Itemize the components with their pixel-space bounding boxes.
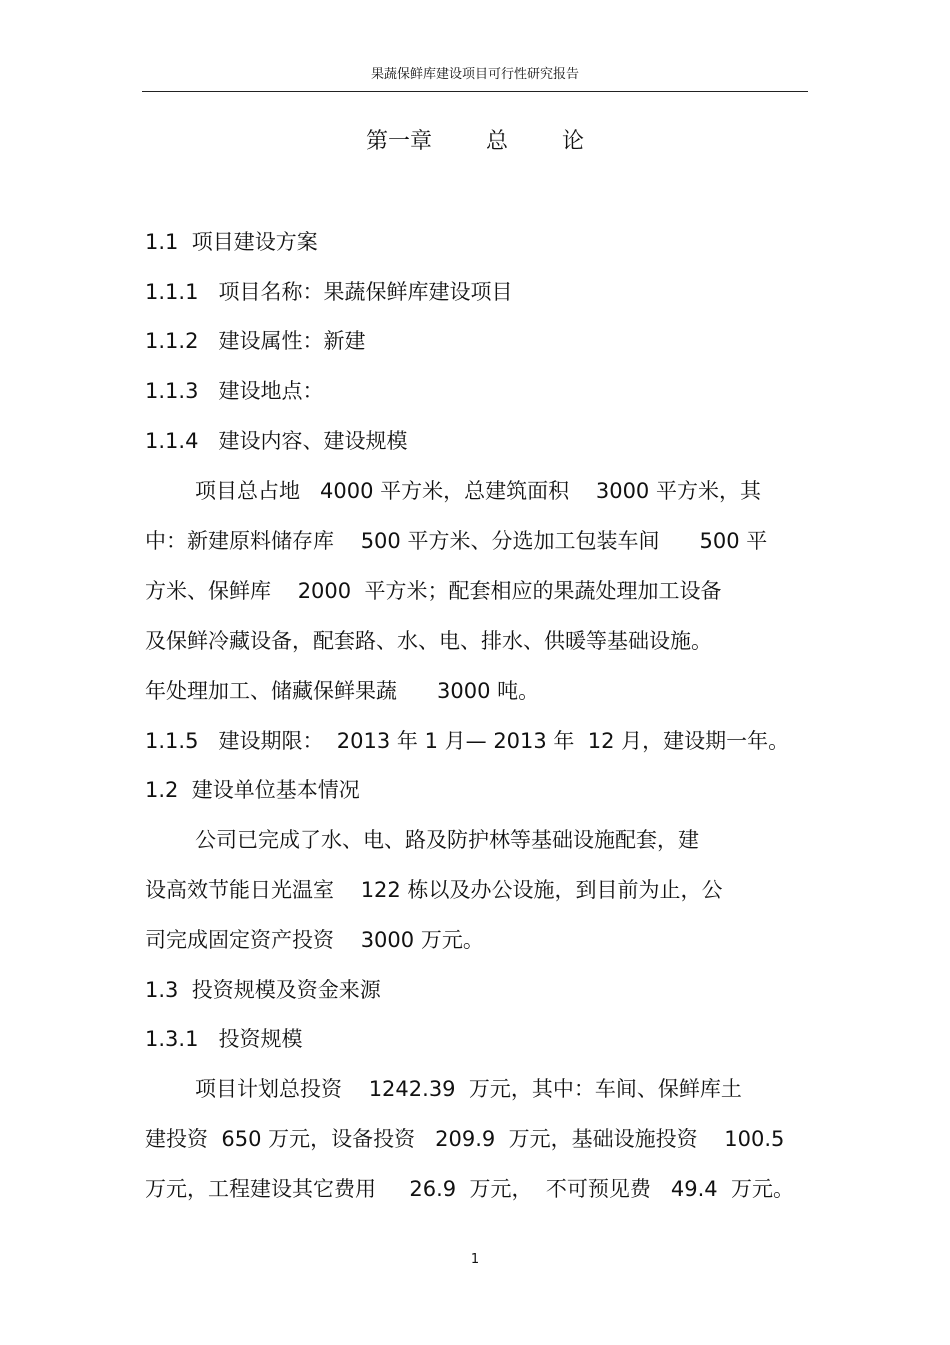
section-heading-1-3: 1.3 投资规模及资金来源 <box>145 978 381 1002</box>
paragraph-line: 项目计划总投资 1242.39 万元，其中：车间、保鲜库土 <box>195 1077 742 1101</box>
section-heading-1-1: 1.1 项目建设方案 <box>145 230 318 254</box>
section-heading-1-2: 1.2 建设单位基本情况 <box>145 778 360 802</box>
paragraph-line: 年处理加工、储藏保鲜果蔬 3000 吨。 <box>145 679 540 703</box>
paragraph-line: 方米、保鲜库 2000 平方米；配套相应的果蔬处理加工设备 <box>145 579 722 603</box>
chapter-number: 第一章 <box>365 129 432 154</box>
page-header: 果蔬保鲜库建设项目可行性研究报告 <box>370 67 579 82</box>
paragraph-line: 项目总占地 4000 平方米，总建筑面积 3000 平方米，其 <box>195 479 761 503</box>
chapter-title <box>0 127 950 157</box>
page-number: 1 <box>470 1252 480 1267</box>
paragraph-line: 万元，工程建设其它费用 26.9 万元， 不可预见费 49.4 万元。 <box>145 1177 794 1201</box>
paragraph-line: 设高效节能日光温室 122 栋以及办公设施，到目前为止，公 <box>145 878 723 902</box>
subsection-1-1-5: 1.1.5 建设期限： 2013 年 1 月— 2013 年 12 月，建设期一年。 <box>145 729 790 753</box>
chapter-title-part-1: 总 <box>485 129 508 154</box>
subsection-1-1-2: 1.1.2 建设属性：新建 <box>145 329 366 353</box>
paragraph-line: 司完成固定资产投资 3000 万元。 <box>145 928 484 952</box>
paragraph-line: 及保鲜冷藏设备，配套路、水、电、排水、供暖等基础设施。 <box>145 629 712 653</box>
header-rule <box>142 91 808 92</box>
subsection-1-1-3: 1.1.3 建设地点： <box>145 379 324 403</box>
subsection-1-1-4: 1.1.4 建设内容、建设规模 <box>145 429 408 453</box>
subsection-1-1-1: 1.1.1 项目名称：果蔬保鲜库建设项目 <box>145 280 513 304</box>
paragraph-line: 建投资 650 万元，设备投资 209.9 万元，基础设施投资 100.5 <box>145 1127 785 1151</box>
subsection-1-3-1: 1.3.1 投资规模 <box>145 1027 303 1051</box>
paragraph-line: 中：新建原料储存库 500 平方米、分选加工包装车间 500 平 <box>145 529 768 553</box>
paragraph-line: 公司已完成了水、电、路及防护林等基础设施配套，建 <box>195 828 699 852</box>
chapter-title-part-2: 论 <box>562 129 585 154</box>
